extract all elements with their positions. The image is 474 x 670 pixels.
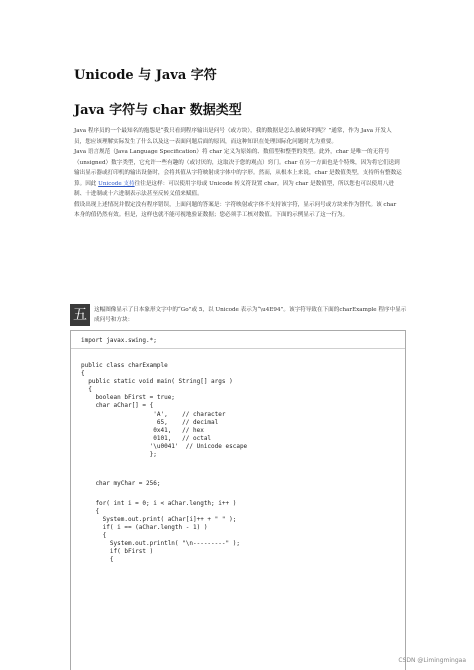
callout-text: 这幅图像显示了日本象形文字中的“Go”或 5，以 Unicode 表示为“\u4E94”。该字符导致在下面的charExample 程序中显示成问号和方块： <box>94 307 407 323</box>
code-line: if( bFirst ) <box>81 548 154 555</box>
code-line: if( i == (aChar.length - 1) ) <box>81 524 208 531</box>
code-line: '\u0041' // Unicode escape <box>81 443 248 450</box>
code-line: System.out.println( "\n---------" ); <box>81 540 240 547</box>
code-line: 65, // decimal <box>81 419 219 426</box>
code-line: char aChar[] = { <box>81 402 154 409</box>
code-line: for( int i = 0; i < aChar.length; i++ ) <box>81 500 237 507</box>
kanji-glyph-image: 五 <box>70 304 90 326</box>
code-line: char myChar = 256; <box>81 480 161 487</box>
code-line: { <box>81 508 100 515</box>
code-line: { <box>81 532 107 539</box>
code-line: 0x41, // hex <box>81 427 204 434</box>
code-line: public static void main( String[] args ) <box>81 378 233 385</box>
paragraph-2-after: 往往是这样：可以使用字母或 Unicode 转义符设置 char。因为 char 是数值型，所以您也可以使用八进制、十进制或十六进制表示法甚至反转义值来赋值。 <box>74 180 394 197</box>
code-line: 0101, // octal <box>81 435 212 442</box>
subsection-heading: Java 字符与 char 数据类型 <box>74 103 242 118</box>
paragraph-1: Java 程序员的一个最知名的抱怨是“我只看到程序输出是问号（或方块），我的数据是怎么被破坏的呢？”通常，作为 Java 开发人员，您应该理解实际发生了什么以及这一表面问题后面的原因，而这种知识在处理国际化问题时尤为重要。 <box>74 128 392 145</box>
paragraph-3: 假设出现上述情况并假定没有程序错误，上面问题的答案是：字符映射或字体不支持该字符，显示问号或方块来作为替代。该 char 本身的值仍然有效。但是，这样也就不能可视地验证数据；您必须手工核对数值。下面的示例显示了这一行为。 <box>74 201 397 218</box>
unicode-support-link[interactable]: Unicode 支持 <box>98 180 135 187</box>
code-line: boolean bFirst = true; <box>81 394 175 401</box>
paragraph-2 <box>74 147 402 200</box>
code-block <box>70 330 406 670</box>
code-line: System.out.print( aChar[i]++ + " " ); <box>81 516 237 523</box>
code-line: import javax.swing.*; <box>81 337 157 344</box>
code-line: { <box>81 556 114 563</box>
watermark: CSDN @Limingmingaa <box>398 657 466 664</box>
code-line: 'A', // character <box>81 411 226 418</box>
code-line: { <box>81 370 85 377</box>
glyph-callout <box>70 304 410 328</box>
section-heading: Unicode 与 Java 字符 <box>74 68 217 83</box>
paragraph-2-text: Java 语言规范（Java Language Specification）将 char 定义为原始的、数值型和整型的类型。此外，char 是唯一的无符号（unsigned）数字类型，它允许一些有趣的（或讨厌的，这取决于您的观点）窍门。char 在另一方面也是个特殊，因为将它们送到输出显示器或打印机的输出设备时，会将其值从字符映射成字体中的字形。然而，从根本上来说，char 是数值类型，支持所有整数运算。因此 <box>74 149 402 187</box>
code-divider <box>71 348 405 349</box>
code-line: public class charExample <box>81 362 168 369</box>
body-text <box>74 126 402 221</box>
code-line: { <box>81 386 92 393</box>
code-line: }; <box>81 451 157 458</box>
